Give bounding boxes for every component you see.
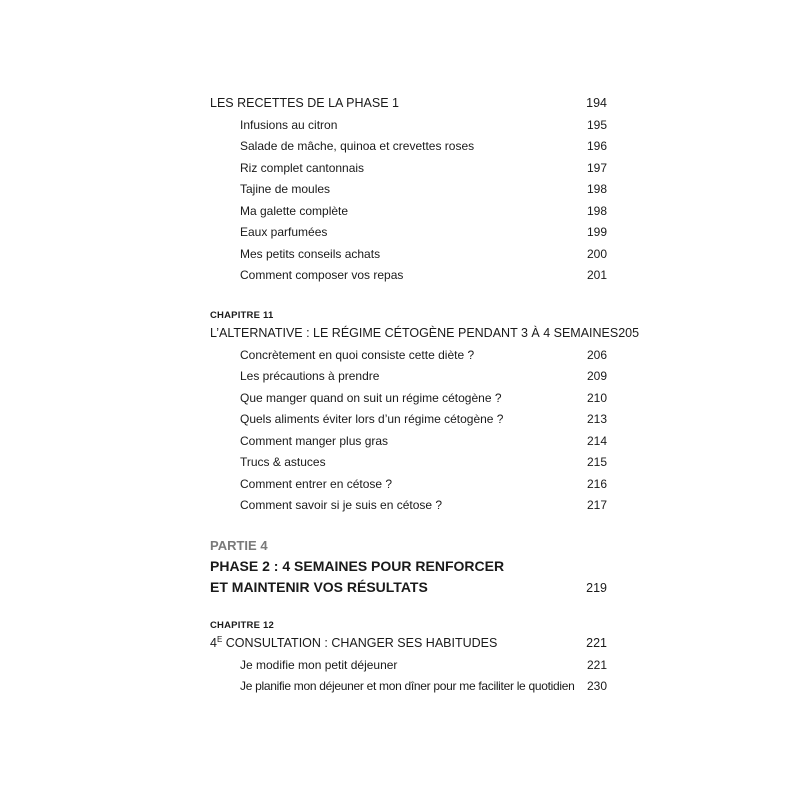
entry-title: Je modifie mon petit déjeuner: [240, 657, 398, 672]
toc-entry: [210, 434, 607, 456]
entry-title: Mes petits conseils achats: [240, 246, 381, 261]
part-title-line-2: ET MAINTENIR VOS RÉSULTATS: [210, 578, 428, 595]
entry-title: Salade de mâche, quinoa et crevettes roses: [240, 139, 475, 153]
entry-title: Comment entrer en cétose ?: [240, 476, 393, 491]
toc-entry: [210, 247, 607, 269]
entry-page-number: 215: [586, 455, 607, 469]
part-4-title-line-2: [210, 579, 607, 600]
entry-page-number: 199: [586, 225, 607, 239]
entry-title: Eaux parfumées: [240, 225, 328, 239]
chapter-title-number: 4: [210, 635, 217, 650]
toc-entry: [210, 161, 607, 183]
toc-chapter-11-title: [210, 325, 640, 348]
chapter-page-number: 205: [618, 325, 640, 340]
toc-entry: [210, 268, 607, 290]
chapter-title-superscript: E: [216, 634, 223, 644]
toc-entry: [210, 412, 607, 434]
toc-entry: [210, 348, 607, 370]
entry-page-number: 198: [586, 182, 607, 196]
entry-page-number: 214: [586, 433, 607, 448]
entry-title: Comment composer vos repas: [240, 268, 404, 282]
toc-entry: [210, 455, 607, 477]
entry-title: Comment savoir si je suis en cétose ?: [240, 498, 443, 512]
entry-page-number: 213: [586, 412, 607, 426]
chapter-title: [210, 636, 497, 650]
toc-entry: [210, 391, 607, 413]
toc-entry: [210, 139, 607, 161]
entry-page-number: 198: [586, 203, 607, 218]
entry-page-number: 195: [586, 117, 607, 132]
entry-title: Trucs & astuces: [240, 455, 326, 469]
part-page-number: 219: [586, 580, 607, 595]
entry-title: Je planifie mon déjeuner et mon dîner pour me faciliter le quotidien: [240, 679, 575, 693]
toc-section-recettes-phase-1: [210, 96, 607, 118]
entry-page-number: 216: [586, 476, 607, 491]
entry-title: Riz complet cantonnais: [240, 160, 365, 175]
chapter-title-rest: CONSULTATION : CHANGER SES HABITUDES: [222, 635, 498, 650]
entry-page-number: 201: [586, 268, 607, 282]
entry-page-number: 221: [586, 657, 607, 672]
entry-title: Que manger quand on suit un régime cétogène ?: [240, 390, 502, 405]
toc-chapter-12-title: [210, 636, 607, 658]
chapter-title: L’ALTERNATIVE : LE RÉGIME CÉTOGÈNE PENDANT 3 À 4 SEMAINES: [210, 325, 619, 340]
toc-entry: [210, 679, 607, 701]
entry-title: Ma galette complète: [240, 203, 349, 218]
entry-title: Infusions au citron: [240, 117, 338, 132]
toc-entry: [210, 204, 607, 226]
entry-page-number: 210: [586, 390, 607, 405]
entry-page-number: 200: [586, 246, 607, 261]
section-title: LES RECETTES DE LA PHASE 1: [210, 96, 399, 110]
toc-entry: [210, 498, 607, 520]
entry-page-number: 209: [586, 369, 607, 383]
chapter-11-label: CHAPITRE 11: [210, 309, 274, 321]
toc-entry: [210, 477, 607, 499]
part-4-label: PARTIE 4: [210, 537, 268, 553]
entry-title: Quels aliments éviter lors d’un régime cétogène ?: [240, 412, 504, 426]
entry-page-number: 196: [586, 139, 607, 153]
entry-page-number: 197: [586, 160, 607, 175]
toc-entry: [210, 658, 607, 680]
toc-entry: [210, 225, 607, 247]
entry-page-number: 230: [586, 679, 607, 693]
entry-title: Comment manger plus gras: [240, 433, 389, 448]
table-of-contents: [210, 96, 640, 701]
toc-entry: [210, 369, 607, 391]
part-4-title-line-1: [210, 558, 607, 579]
toc-entry: [210, 118, 607, 140]
entry-title: Tajine de moules: [240, 182, 331, 196]
entry-title: Les précautions à prendre: [240, 369, 380, 383]
entry-title: Concrètement en quoi consiste cette diète ?: [240, 347, 475, 362]
part-title-line-1: PHASE 2 : 4 SEMAINES POUR RENFORCER: [210, 557, 505, 574]
section-page-number: 194: [586, 96, 607, 110]
entry-page-number: 206: [586, 347, 607, 362]
toc-entry: [210, 182, 607, 204]
entry-page-number: 217: [586, 498, 607, 512]
chapter-12-label: CHAPITRE 12: [210, 619, 274, 631]
chapter-page-number: 221: [586, 635, 607, 650]
